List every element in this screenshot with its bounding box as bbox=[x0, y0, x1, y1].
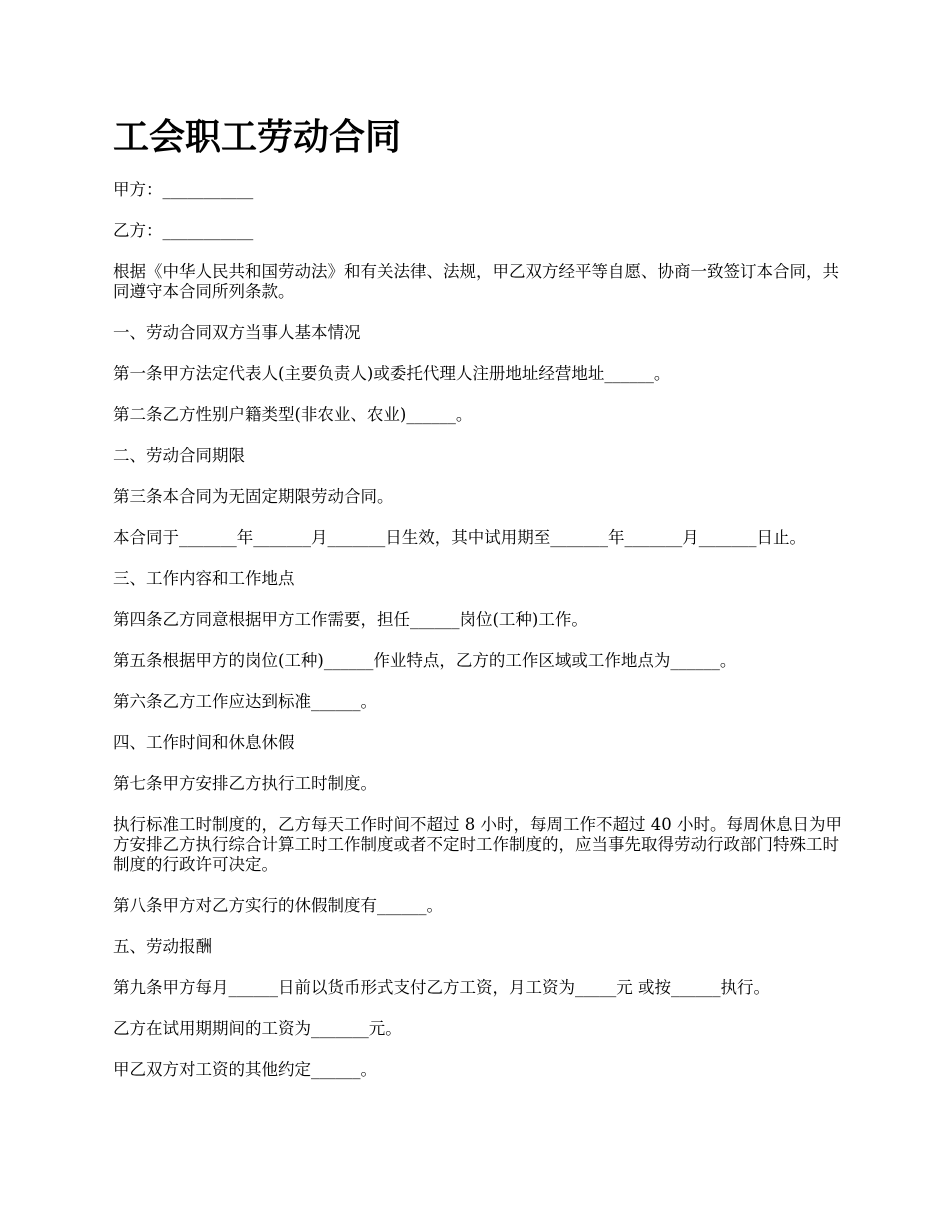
article-3: 第三条本合同为无固定期限劳动合同。 bbox=[113, 487, 394, 506]
other-wage-agreement-line: 甲乙双方对工资的其他约定______。 bbox=[113, 1060, 377, 1079]
preamble-paragraph: 根据《中华人民共和国劳动法》和有关法律、法规，甲乙双方经平等自愿、协商一致签订本合同，共同遵守本合同所列条款。 bbox=[113, 262, 839, 301]
contract-effective-date: 本合同于_______年_______月_______日生效，其中试用期至_______年_______月_______日止。 bbox=[113, 528, 806, 547]
document-body bbox=[113, 112, 853, 1101]
section-heading-2: 二、劳动合同期限 bbox=[113, 446, 245, 465]
article-4: 第四条乙方同意根据甲方工作需要，担任______岗位(工种)工作。 bbox=[113, 610, 588, 629]
article-8: 第八条甲方对乙方实行的休假制度有______。 bbox=[113, 896, 443, 915]
section-heading-1: 一、劳动合同双方当事人基本情况 bbox=[113, 323, 361, 342]
article-9: 第九条甲方每月______日前以货币形式支付乙方工资，月工资为_____元 或按______执行。 bbox=[113, 978, 770, 997]
working-hours-paragraph: 执行标准工时制度的，乙方每天工作时间不超过 8 小时，每周工作不超过 40 小时。每周休息日为甲方安排乙方执行综合计算工时工作制度或者不定时工作制度的，应当事先取得劳动行政部门特殊工时制度的行政许可决定。 bbox=[113, 815, 842, 874]
article-5: 第五条根据甲方的岗位(工种)______作业特点，乙方的工作区域或工作地点为______。 bbox=[113, 651, 737, 670]
section-heading-5: 五、劳动报酬 bbox=[113, 937, 212, 956]
section-heading-4: 四、工作时间和休息休假 bbox=[113, 733, 295, 752]
article-2: 第二条乙方性别户籍类型(非农业、农业)______。 bbox=[113, 405, 473, 424]
article-6: 第六条乙方工作应达到标准______。 bbox=[113, 692, 377, 711]
party-b-line: 乙方：___________ bbox=[113, 221, 254, 240]
probation-wage-line: 乙方在试用期期间的工资为_______元。 bbox=[113, 1019, 402, 1038]
article-7: 第七条甲方安排乙方执行工时制度。 bbox=[113, 774, 377, 793]
document-title: 工会职工劳动合同 bbox=[113, 116, 402, 158]
party-a-line: 甲方：___________ bbox=[113, 180, 254, 199]
section-heading-3: 三、工作内容和工作地点 bbox=[113, 569, 295, 588]
article-1: 第一条甲方法定代表人(主要负责人)或委托代理人注册地址经营地址______。 bbox=[113, 364, 671, 383]
